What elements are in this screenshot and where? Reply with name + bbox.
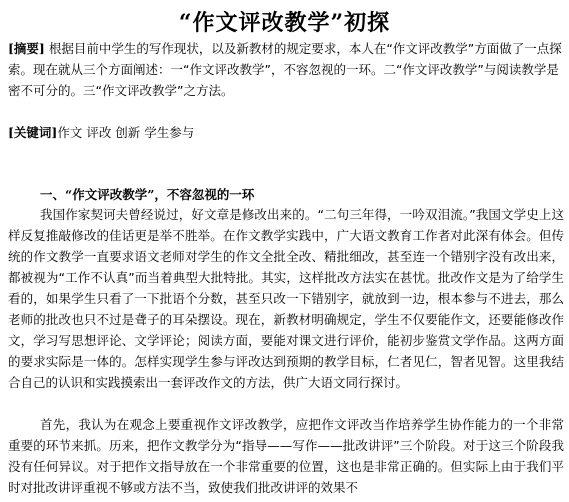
- keywords-line: [8, 122, 564, 143]
- keywords-text: 作文 评改 创新 学生参与: [57, 125, 195, 140]
- document-title: “作文评改教学”初探: [178, 10, 391, 36]
- abstract-label: [摘要]: [8, 41, 45, 56]
- abstract-text: 根据目前中学生的写作现状，以及新教材的规定要求，本人在“作文评改教学”方面做了一点探索。现在就从三个方面阐述：一“作文评改教学”，不容忽视的一环。二“作文评改教学”与阅读教学是密不可分的。三“作文评改教学”之方法。: [8, 41, 562, 98]
- keywords-label: [关键词]: [8, 125, 58, 140]
- body-paragraph-1: 我国作家契诃夫曾经说过，好文章是修改出来的。“二句三年得，一吟双泪流。”我国文学史上这样反复推敲修改的佳话更是举不胜举。在作文教学实践中，广大语文教育工作者对此深有体会。但传统的作文教学一直要求语文老师对学生的作文全批全改、精批细改，甚至连一个错别字没有改出来，都被视为“工作不认真”而当着典型大批特批。其实，这样批改方法实在甚忧。批改作文是为了给学生看的，如果学生只看了一下批语个分数，甚至只改一下错别字，就放到一边，根本参与不进去，那么老师的批改也只不过是聋子的耳朵摆设。现在，新教材明确规定，学生不仅要能作文，还要能修改作文，学习写思想评论、文学评论；阅读方面，要能对课文进行评价，能初步鉴赏文学作品。这两方面的要求实际是一体的。怎样实现学生参与评改达到预期的教学目标，仁者见仁，智者见智。这里我结合自己的认识和实践摸索出一套评改作文的方法，供广大语文同行探讨。: [8, 207, 564, 390]
- abstract-paragraph: [8, 38, 564, 101]
- body-paragraph-2: 首先，我认为在观念上要重视作文评改教学，应把作文评改当作培养学生协作能力的一个非常重要的环节来抓。历来，把作文教学分为“指导——写作——批改讲评”三个阶段。对于这三个阶段我没有任何异议。对于把作文指导放在一个非常重要的位置，这也是非常正确的。但实际上由于我们平时对批改讲评重视不够或方法不当，致使我们批改讲评的效果不: [8, 417, 564, 495]
- section-heading: 一、“作文评改教学”，不容忽视的一环: [40, 187, 255, 202]
